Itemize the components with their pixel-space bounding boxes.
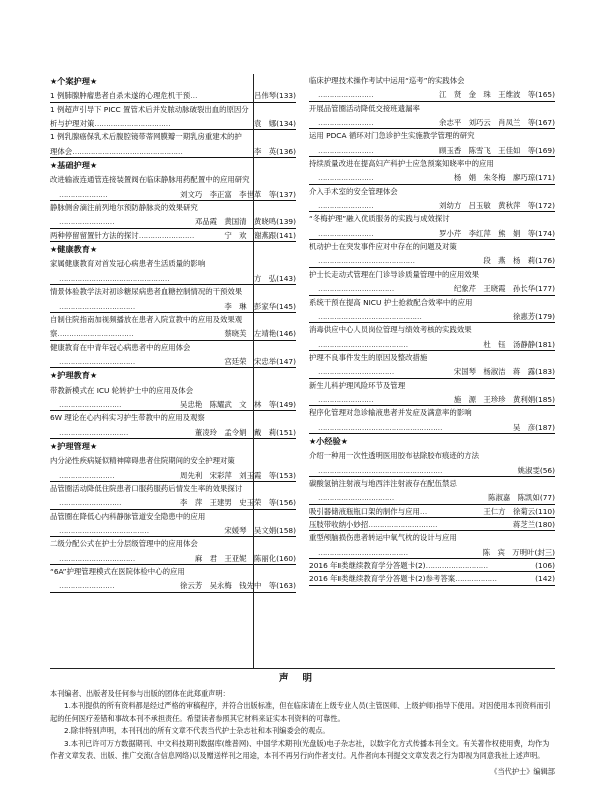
authors-and-page: 董凌玲 孟令娟 戴 莉(151)	[194, 427, 296, 437]
leader-dots: ……………………………	[59, 553, 135, 563]
leader-dots	[450, 212, 555, 226]
toc-entry-line	[50, 257, 296, 271]
toc-entry-line	[309, 240, 555, 254]
article-title: 运用 PDCA 循环对门急诊护生实施教学管理的研究	[309, 131, 475, 141]
article-title: 新生儿科护理风险环节及管理	[309, 380, 406, 390]
toc-entry-line	[50, 285, 296, 299]
section-heading	[309, 434, 555, 449]
star-icon: ★	[309, 436, 317, 446]
authors-and-page: 施 源 王珍珍 黄利娟(185)	[453, 394, 555, 404]
article-title: 开展品管圈活动降低交接班遗漏率	[309, 103, 420, 113]
leader-dots	[420, 102, 555, 116]
authors-and-page: 邓品霞 黄国清 黄晓鸣(139)	[194, 217, 296, 227]
toc-entry-line	[309, 505, 555, 519]
toc-entry-line	[50, 145, 296, 159]
article-title: 二级分配公式在护士分层级管理中的应用体会	[50, 539, 198, 549]
leader-dots	[198, 201, 296, 215]
article-title: 带教新模式在 ICU 轮转护士中的应用及体会	[50, 385, 194, 395]
toc-entry-line	[50, 117, 296, 131]
toc-entry-line	[309, 491, 555, 505]
article-title: 理体会	[50, 146, 73, 156]
declaration-paragraph: 2.除非特别声明，本刊刊出的所有文章不代表当代护士杂志社和本刊编委会的观点。	[64, 726, 330, 736]
leader-dots: ……………………	[318, 201, 374, 211]
toc-entry-line	[309, 323, 555, 337]
toc-entry-line	[50, 454, 296, 468]
article-title: 内分泌性疾病疑似精神障碍患者住院期间的安全护理对策	[50, 456, 235, 466]
leader-dots	[242, 482, 296, 496]
toc-entry-line	[309, 365, 555, 379]
leader-dots: ……………………………	[94, 119, 171, 129]
authors-and-page: 方 弘(143)	[253, 273, 296, 283]
toc-entry-line	[309, 393, 555, 407]
table-of-contents	[50, 74, 555, 672]
toc-entry-line	[50, 341, 296, 355]
toc-entry-line	[309, 351, 555, 365]
star-icon: ★	[89, 441, 98, 451]
declaration-paragraph: 3.本刊已许可万方数据期刊、中文科技期刊数据库(维普网)、中国学术期刊(光盘版)电子杂志社，以数字化方式传播本刊全文。有关著作权使用费，均作为作者文章发表、出版、推广交流(含信息网络)以及赠送样刊之用途，本刊不再另行向作者支付。凡作者向本刊提交文章发表之行为即视为同意我社上述声明。	[50, 738, 550, 761]
article-title: 1 例肺腺肿瘤患者自杀未遂的心理危机干预	[50, 91, 191, 101]
toc-entry-line	[309, 116, 555, 130]
article-title: 两种停留留置针方法的探讨	[50, 230, 139, 240]
article-title: 压肢带收纳小妙招	[309, 520, 369, 529]
article-title: 6W 理论在心内科实习护生带教中的应用及观察	[50, 413, 205, 423]
leader-dots: ………………………	[59, 498, 122, 508]
toc-entry-line	[50, 103, 296, 117]
authors-and-page: 宋国琴 杨淑洁 蒋 露(183)	[453, 367, 555, 377]
leader-dots	[193, 384, 296, 398]
leader-dots	[475, 129, 556, 143]
leader-dots: ……………………	[318, 394, 374, 404]
section-title: 小经验	[316, 435, 341, 446]
toc-entry-line	[309, 282, 555, 296]
toc-entry-line	[50, 201, 296, 215]
authors-and-page: 蒋芝兰(180)	[512, 520, 555, 529]
leader-dots: ………………………	[59, 399, 122, 409]
toc-entry-line	[50, 188, 296, 202]
declaration-body	[50, 688, 555, 779]
toc-entry-line	[309, 338, 555, 352]
leader-dots: …………………	[59, 189, 108, 199]
article-title: 1 例超声引导下 PICC 置管术后并发脓动脉破裂出血的原因分	[50, 104, 249, 114]
article-title: 2016 年Ⅱ类继续教育学分答题卡(2)参考答案	[309, 574, 456, 584]
article-title: 碳酸氢钠注射液与地西泮注射液存在配伍禁忌	[309, 478, 457, 488]
article-title: 系统干预在提高 NICU 护士抢救配合效率中的应用	[309, 297, 473, 307]
toc-entry-line	[50, 355, 296, 369]
toc-entry-line	[309, 171, 555, 185]
authors-and-page: 宫廷荣 宋忠举(147)	[224, 356, 296, 366]
authors-and-page: 吕伟琴(133)	[253, 91, 296, 101]
leader-dots: ……………………	[318, 118, 374, 128]
toc-entry-line	[50, 537, 296, 551]
leader-dots	[190, 341, 296, 355]
article-title: 1 例乳腺癌保乳术后腹腔镜带蒂网膜瓣一期乳房重建术的护	[50, 132, 242, 142]
article-title: 消毒供应中心人员岗位管理与绩效考核的实践效果	[309, 325, 472, 335]
authors-and-page: 刘文巧 李正富 李世革 等(137)	[180, 189, 296, 199]
leader-dots	[198, 537, 296, 551]
toc-entry-line	[50, 272, 296, 286]
leader-dots: …………………………………	[318, 339, 408, 349]
authors-and-page: 顾玉香 陈雪飞 王佳如 等(169)	[439, 145, 555, 155]
leader-dots	[185, 565, 296, 579]
toc-entry-line	[50, 313, 296, 327]
authors-and-page: 段 燕 杨 莉(176)	[483, 256, 555, 266]
article-title: 品管圈在降低心内科静脉管道安全隐患中的应用	[50, 511, 206, 521]
authors-and-page: 李 琳 彭家华(145)	[224, 301, 296, 311]
article-title: 临床护理技术操作考试中运用“巡考”的实践体会	[309, 76, 465, 85]
leader-dots	[494, 157, 555, 171]
leader-dots	[457, 477, 555, 491]
toc-entry-line	[309, 144, 555, 158]
leader-dots: ……………………	[318, 173, 374, 183]
toc-entry-line	[50, 524, 296, 538]
authors-and-page: 吴忠艳 陈耀武 文 林 等(149)	[180, 399, 296, 409]
toc-entry-line	[50, 426, 296, 440]
leader-dots	[242, 130, 296, 144]
article-title: 介入手术室的安全管理体会	[309, 186, 398, 196]
leader-dots: …………………………	[59, 427, 128, 437]
section-title: 护理管理	[57, 440, 90, 451]
toc-entry-line	[50, 89, 296, 103]
star-icon: ★	[50, 161, 58, 171]
section-title: 健康教育	[57, 244, 90, 255]
toc-entry-line	[309, 518, 555, 532]
leader-dots	[457, 240, 555, 254]
toc-entry-line	[309, 199, 555, 213]
authors-and-page: 吴 彦(187)	[512, 422, 555, 432]
authors-and-page: 杨 娟 朱冬梅 廖巧琼(171)	[453, 173, 555, 183]
authors-and-page: 周先利 宋彩萍 刘玉霞 等(153)	[180, 470, 296, 480]
star-icon: ★	[50, 77, 58, 86]
leader-dots: ……………………	[59, 217, 115, 227]
article-title: 健康教育在中青年冠心病患者中的应用体会	[50, 342, 191, 352]
authors-and-page: 李 英(136)	[253, 146, 296, 156]
leader-dots	[205, 411, 296, 425]
toc-entry-line	[50, 130, 296, 144]
article-title: 重型颅脑损伤患者转运中氧气枕的设计与应用	[309, 533, 457, 543]
leader-dots: ………………………	[425, 561, 488, 571]
leader-dots: ……………………	[59, 581, 115, 591]
leader-dots: …………………………………………	[59, 273, 170, 283]
article-title: 析与护理对策	[50, 119, 95, 129]
leader-dots: …………………………………………	[72, 146, 183, 156]
toc-entry-line	[50, 482, 296, 496]
authors-and-page: 余志平 刘巧云 肖凤兰 等(167)	[439, 118, 555, 128]
article-title: 改进输液连通管连接装置阀在临床静脉用药配置中的应用研究	[50, 175, 250, 185]
leader-dots	[235, 454, 296, 468]
leader-dots	[205, 257, 296, 271]
star-icon: ★	[89, 371, 98, 381]
authors-and-page: 罗小芹 李红萍 熊 娟 等(174)	[439, 228, 555, 238]
column-divider	[253, 74, 254, 668]
article-title: 2016 年Ⅱ类继续教育学分答题卡(2)	[309, 561, 426, 571]
leader-dots: …	[419, 506, 427, 516]
star-icon: ★	[50, 441, 58, 451]
toc-entry-line	[50, 384, 296, 398]
toc-left-column	[50, 74, 296, 593]
authors-and-page: 杜 钰 汤静静(181)	[483, 339, 555, 349]
section-title: 基础护理	[57, 160, 90, 171]
leader-dots: ……………………………………	[318, 256, 415, 266]
leader-dots: ……………………	[59, 470, 115, 480]
article-title: 品管圈活动降低住院患者口服药服药后情发生率的效果探讨	[50, 483, 243, 493]
toc-right-column	[309, 74, 555, 586]
article-title: 介绍一种用一次性透明医用胶布祛除胶布痕迹的方法	[309, 451, 479, 461]
authors-and-page: 宋媛琴 吴文娟(158)	[224, 526, 296, 535]
authors-and-page: 纪象芹 王晓霞 孙长华(177)	[453, 284, 555, 294]
authors-and-page: (142)	[535, 574, 555, 584]
leader-dots: ……………………………	[318, 493, 394, 503]
declaration-divider	[50, 668, 555, 669]
toc-entry-line	[50, 327, 296, 341]
toc-entry-line	[50, 496, 296, 510]
toc-entry-line	[309, 421, 555, 435]
authors-and-page: 姚淑雯(56)	[517, 465, 555, 475]
authors-and-page: 王仁方 徐菊云(110)	[483, 506, 555, 516]
leader-dots	[457, 531, 555, 545]
authors-and-page: 陈 宾 万明叶(封三)	[482, 547, 555, 557]
toc-entry-line	[309, 379, 555, 393]
authors-and-page: 刘幼方 吕玉敏 黄秋萍 等(172)	[439, 201, 555, 211]
article-title: 自制住院指南加视频播放在患者入院宣教中的应用及效果观	[50, 314, 243, 324]
toc-entry-line	[309, 227, 555, 241]
section-heading	[50, 158, 296, 173]
section-heading	[50, 242, 296, 257]
toc-entry-line	[309, 254, 555, 268]
leader-dots	[249, 103, 296, 117]
leader-dots	[250, 173, 296, 187]
toc-entry-line	[309, 531, 555, 545]
toc-entry-line	[50, 411, 296, 425]
authors-and-page: 徐惠芳(179)	[512, 311, 555, 321]
section-title: 个案护理	[57, 76, 90, 86]
section-heading	[50, 74, 296, 89]
leader-dots	[398, 185, 555, 199]
leader-dots: ……………………………	[318, 284, 394, 294]
authors-and-page: 麻 君 王亚妮 陈丽化(160)	[194, 553, 296, 563]
toc-entry-line	[50, 173, 296, 187]
declaration-paragraph: 本刊编者、出版者及任何参与出版的团体在此郑重声明：	[50, 689, 230, 698]
toc-entry-line	[50, 552, 296, 566]
article-title: 情景体验教学法对初诊糖尿病患者血糖控制情况的干预效果	[50, 287, 243, 297]
leader-dots: ……………………………	[318, 367, 394, 377]
toc-entry-line	[50, 565, 296, 579]
authors-and-page: 蔡晓芙 左靖艳(146)	[224, 329, 296, 339]
section-heading	[50, 368, 296, 383]
toc-entry-line	[309, 185, 555, 199]
leader-dots	[472, 323, 555, 337]
authors-and-page: 袁 娜(134)	[253, 119, 296, 129]
star-icon: ★	[340, 436, 348, 446]
toc-entry-line	[309, 477, 555, 491]
toc-entry-line	[50, 469, 296, 483]
toc-entry-line	[50, 215, 296, 229]
leader-dots: ……………………	[318, 145, 374, 155]
leader-dots	[472, 296, 555, 310]
article-title: 护理不良事件发生的原因及整改措施	[309, 352, 428, 362]
section-heading	[50, 439, 296, 454]
toc-entry-line	[309, 129, 555, 143]
article-title: 家属健康教育对首发冠心病患者生活质量的影响	[50, 259, 206, 269]
star-icon: ★	[89, 245, 98, 255]
toc-entry-line	[309, 310, 555, 324]
toc-entry-line	[50, 510, 296, 524]
leader-dots: …………………………………	[318, 547, 408, 557]
leader-dots: ……………………	[318, 90, 374, 100]
leader-dots: ………………………………………………	[318, 422, 443, 432]
leader-dots	[464, 74, 555, 88]
leader-dots	[205, 510, 296, 524]
toc-entry-line	[309, 74, 555, 88]
authors-and-page: 李 萍 王建男 史玉荣 等(156)	[180, 498, 296, 508]
toc-entry-line	[50, 229, 296, 243]
article-title: 吸引器储液瓶瓶口架的制作与应用	[309, 506, 420, 516]
article-title: 察	[50, 329, 58, 339]
leader-dots	[427, 351, 555, 365]
toc-entry-line	[309, 546, 555, 560]
authors-and-page: 江 贤 金 珠 王维波 等(165)	[439, 90, 555, 100]
leader-dots: ………………	[455, 574, 497, 584]
star-icon: ★	[89, 77, 98, 86]
star-icon: ★	[89, 161, 98, 171]
leader-dots: ……………………………	[59, 301, 135, 311]
toc-entry-line	[309, 102, 555, 116]
authors-and-page: 徐云芳 吴永梅 钱先中 等(163)	[180, 581, 296, 591]
declaration-signature: 《当代护士》编辑部	[490, 767, 555, 777]
declaration-title: 声明	[278, 673, 326, 684]
toc-entry-line	[309, 449, 555, 463]
toc-entry-line	[309, 268, 555, 282]
toc-entry-line	[309, 464, 555, 478]
article-title: 持续质量改进在提高妇产科护士应急预案知晓率中的应用	[309, 159, 494, 169]
leader-dots	[479, 268, 555, 282]
article-title: 机动护士在突发事件应对中存在的问题及对策	[309, 242, 457, 252]
authors-and-page: 陈淑嘉 陈凯如(77)	[488, 493, 555, 503]
star-icon: ★	[50, 245, 58, 255]
leader-dots: ……………………………	[57, 329, 134, 339]
article-title: 程序化管理对急诊输液患者并发症及满意率的影响	[309, 408, 472, 418]
toc-entry-line	[50, 398, 296, 412]
authors-and-page: (106)	[535, 561, 555, 571]
leader-dots	[242, 313, 296, 327]
leader-dots: …………………………………	[59, 526, 149, 535]
leader-dots	[405, 379, 555, 393]
toc-entry-line	[309, 212, 555, 226]
leader-dots: ……………………………	[59, 356, 135, 366]
toc-entry-line	[309, 157, 555, 171]
declaration-paragraph: 1.本刊提供的所有资料都是经过严格的审稿程序，并符合出版标准，但在临床请在上级专业人员(主管医师、上级护师)指导下使用。对因使用本刊资料而引起的任何医疗差错和事故本刊不承担责任。希望读者参照其它材料来证实本刊资料的可靠性。	[50, 701, 551, 723]
leader-dots: ……………………	[138, 230, 194, 240]
toc-entry-line	[50, 300, 296, 314]
toc-entry-line	[309, 572, 555, 586]
leader-dots	[479, 449, 555, 463]
authors-and-page: 宁 欢 谢燕跟(141)	[224, 230, 296, 240]
article-title: 护士长走动式管理在门诊导诊质量管理中的应用效果	[309, 269, 479, 279]
leader-dots	[472, 406, 555, 420]
toc-entry-line	[309, 88, 555, 102]
leader-dots	[242, 285, 296, 299]
leader-dots: ………………………………………………	[318, 465, 443, 475]
article-title: 静脉侧舍滴注前列地尔预防静脉炎的效果研究	[50, 203, 198, 213]
leader-dots: …	[190, 91, 197, 101]
leader-dots: ……………………	[318, 228, 374, 238]
toc-entry-line	[309, 559, 555, 573]
leader-dots: ………………………………………	[318, 311, 422, 321]
leader-dots: …………………………	[368, 520, 438, 529]
article-title: “6A”护理管理模式在医院体检中心的应用	[50, 567, 185, 577]
toc-entry-line	[50, 579, 296, 593]
section-title: 护理教育	[57, 370, 90, 381]
article-title: “冬梅护理”融入优质服务的实践与成效探讨	[309, 214, 450, 224]
toc-entry-line	[309, 296, 555, 310]
star-icon: ★	[50, 371, 58, 381]
toc-entry-line	[309, 406, 555, 420]
